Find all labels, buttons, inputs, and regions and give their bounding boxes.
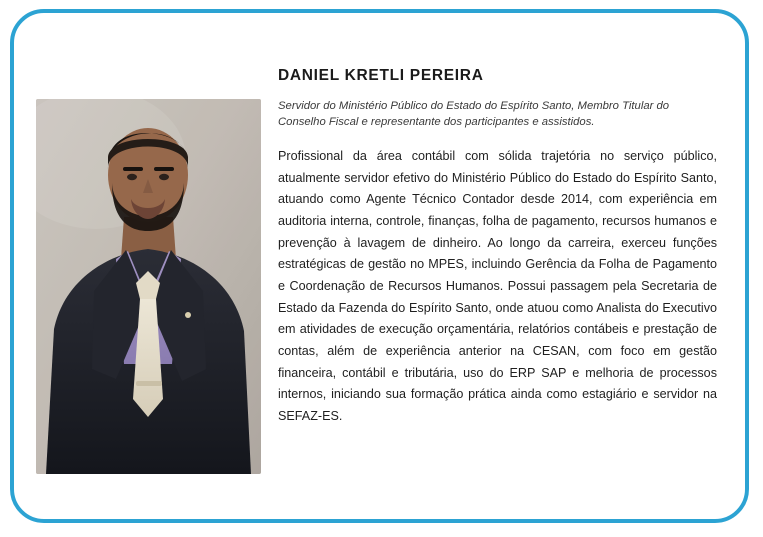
- portrait-photo-icon: [36, 99, 261, 474]
- profile-name: DANIEL KRETLI PEREIRA: [278, 67, 484, 84]
- profile-card: [10, 9, 749, 523]
- profile-card-content: [14, 13, 745, 519]
- text-column: [278, 31, 723, 501]
- profile-role: Servidor do Ministério Público do Estado do Espírito Santo, Membro Titular do Conselho Fiscal e representante dos participantes e assistidos.: [278, 100, 670, 129]
- profile-photo: [36, 99, 261, 474]
- photo-column: [32, 31, 278, 501]
- profile-bio: Profissional da área contábil com sólida trajetória no serviço público, atualmente servidor efetivo do Ministério Público do Estado do Espírito Santo, atuando como Agente Técnico Contador desde 2014, com experiência em auditoria interna, controle, finanças, folha de pagamento, recursos humanos e prevenção à lavagem de dinheiro. Ao longo da carreira, exerceu funções estratégicas de gestão no MPES, incluindo Gerência da Folha de Pagamento e Coordenação de Recursos Humanos. Possui passagem pela Secretaria de Estado da Fazenda do Espírito Santo, onde atuou como Analista do Executivo em atividades de execução orçamentária, relatórios contábeis e prestação de contas, além de experiência anterior na CESAN, com foco em gestão financeira, contábil e tributária, uso do ERP SAP e melhoria de processos internos, iniciando sua formação prática ainda como estagiário e servidor na SEFAZ-ES.: [278, 149, 717, 423]
